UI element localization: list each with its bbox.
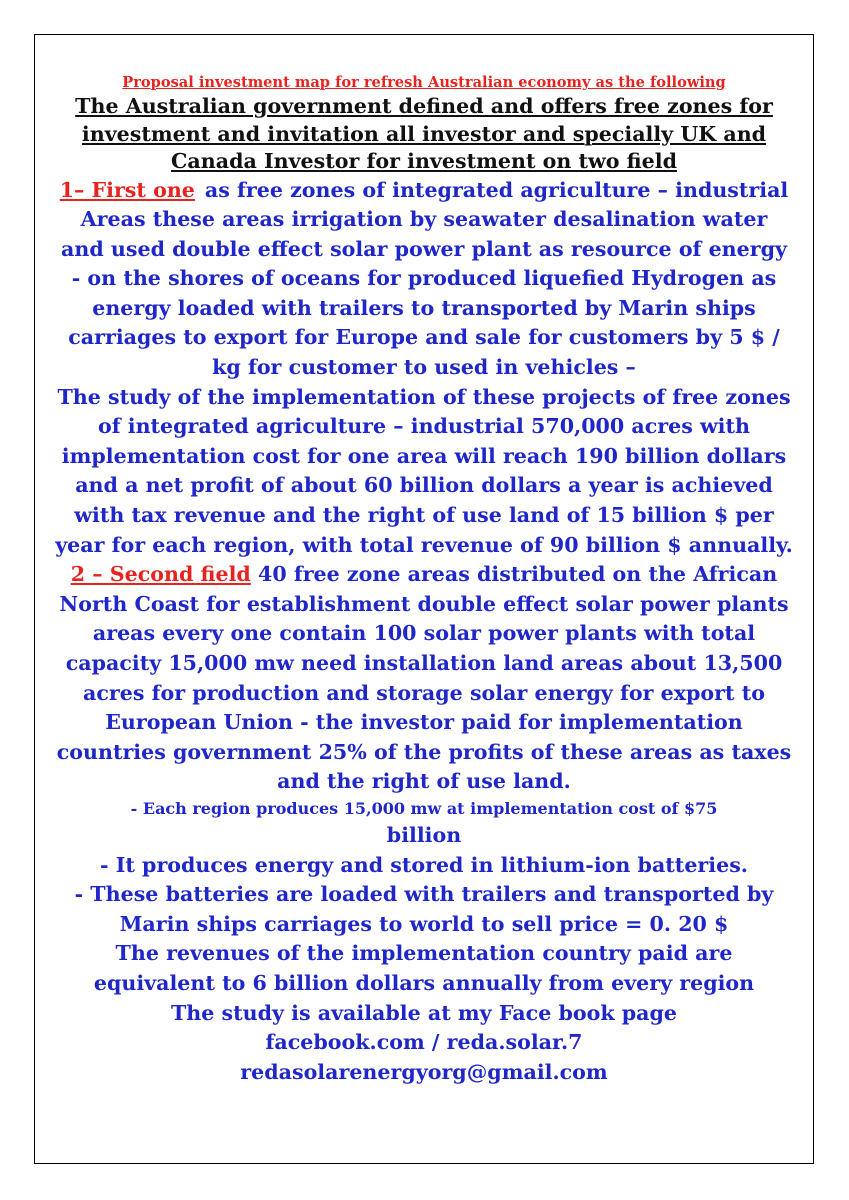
section2-line: capacity 15,000 mw need installation land areas about 13,500 (65, 651, 783, 675)
section2-line: areas every one contain 100 solar power plants with total (92, 621, 756, 646)
closing-line: The study is available at my Face book page (170, 1000, 678, 1025)
section1-line: of integrated agriculture – industrial 570,000 acres with (97, 414, 750, 439)
section2-line: and the right of use land. (277, 769, 571, 794)
section2-line: countries government 25% of the profits of these areas as taxes (56, 739, 792, 764)
section1-line: kg for customer to used in vehicles – (212, 355, 636, 380)
heading-line-3: Canada Investor for investment on two field (171, 149, 677, 173)
section2-line: European Union - the investor paid for implementation (105, 710, 743, 735)
section1-line: and a net profit of about 60 billion dollars a year is achieved (75, 473, 773, 498)
section1-lead: as free zones of integrated agriculture – industrial (204, 177, 789, 202)
section1-line: and used double effect solar power plant as resource of energy (61, 236, 787, 261)
closing-line: equivalent to 6 billion dollars annually from every region (93, 970, 755, 995)
section1-line: energy loaded with trailers to transported by Marin ships (92, 295, 756, 320)
section1-first-line (36, 176, 812, 206)
email-link[interactable]: redasolarenergyorg@gmail.com (240, 1059, 608, 1084)
document-body (36, 72, 812, 1087)
section1-line: - on the shores of oceans for produced liquefied Hydrogen as (71, 266, 777, 291)
section1-line: The study of the implementation of these projects of free zones (57, 384, 791, 409)
section1-label: 1– First one (59, 177, 195, 202)
heading-line-1: The Australian government defined and offers free zones for (75, 94, 773, 118)
section1-line: implementation cost for one area will reach 190 billion dollars (61, 443, 787, 468)
heading-line-2: investment and invitation all investor and specially UK and (81, 121, 767, 146)
section2-bullet-small: - Each region produces 15,000 mw at implementation cost of $75 (130, 798, 718, 818)
section2-lead: 40 free zone areas distributed on the African (250, 562, 778, 587)
section2-bullet-tail: billion (386, 822, 462, 847)
section2-line: North Coast for establishment double effect solar power plants (59, 591, 789, 616)
section1-line: Areas these areas irrigation by seawater desalination water (80, 207, 768, 232)
closing-line: - These batteries are loaded with trailers and transported by (74, 882, 774, 907)
section2-line: acres for production and storage solar energy for export to (83, 680, 765, 705)
facebook-link[interactable]: facebook.com / reda.solar.7 (265, 1030, 583, 1055)
section2-label: 2 – Second field (70, 562, 251, 587)
section1-line: year for each region, with total revenue of 90 billion $ annually. (55, 532, 793, 557)
section1-line: carriages to export for Europe and sale for customers by 5 $ / (68, 325, 780, 350)
document-title: Proposal investment map for refresh Australian economy as the following (122, 74, 726, 91)
section1-line: with tax revenue and the right of use land of 15 billion $ per (74, 503, 774, 528)
closing-line: Marin ships carriages to world to sell price = 0. 20 $ (119, 911, 729, 936)
closing-line: The revenues of the implementation country paid are (115, 941, 733, 966)
section2-first-line (36, 560, 812, 590)
closing-line: - It produces energy and stored in lithium-ion batteries. (100, 852, 748, 877)
